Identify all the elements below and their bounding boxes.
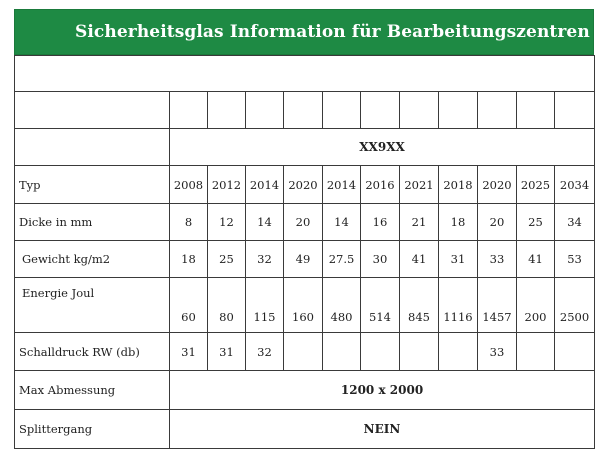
value-cell: 845 (400, 278, 439, 333)
splinter-value: NEIN (170, 410, 595, 449)
row-label: Energie Joul (15, 278, 170, 333)
value-cell (439, 333, 478, 371)
value-cell: 18 (439, 204, 478, 241)
model-row (15, 129, 595, 166)
row-typ (15, 166, 595, 204)
value-cell: 34 (555, 204, 595, 241)
row-label: Typ (15, 166, 170, 204)
value-cell: 16 (361, 204, 400, 241)
value-cell: 32 (246, 241, 284, 278)
value-cell: 31 (439, 241, 478, 278)
empty-cell (15, 129, 170, 166)
row-label: Splittergang (15, 410, 170, 449)
empty-cell (246, 92, 284, 129)
value-cell (361, 333, 400, 371)
value-cell: 14 (246, 204, 284, 241)
value-cell: 30 (361, 241, 400, 278)
value-cell (555, 333, 595, 371)
value-cell: 1457 (478, 278, 517, 333)
value-cell: 20 (478, 204, 517, 241)
value-cell: 514 (361, 278, 400, 333)
value-cell: 33 (478, 241, 517, 278)
value-cell: 2008 (170, 166, 208, 204)
value-cell: 21 (400, 204, 439, 241)
row-energie (15, 278, 595, 333)
page-title: Sicherheitsglas Information für Bearbeitungszentren (14, 9, 594, 55)
value-cell: 31 (208, 333, 246, 371)
empty-cell (15, 92, 170, 129)
value-cell: 2018 (439, 166, 478, 204)
value-cell: 2034 (555, 166, 595, 204)
empty-grid-row (15, 92, 595, 129)
value-cell: 115 (246, 278, 284, 333)
empty-row (15, 56, 595, 92)
value-cell: 20 (284, 204, 323, 241)
value-cell: 31 (170, 333, 208, 371)
value-cell: 33 (478, 333, 517, 371)
value-cell: 25 (208, 241, 246, 278)
value-cell: 27.5 (323, 241, 361, 278)
value-cell: 49 (284, 241, 323, 278)
value-cell: 14 (323, 204, 361, 241)
empty-cell (517, 92, 555, 129)
value-cell: 1116 (439, 278, 478, 333)
value-cell (400, 333, 439, 371)
empty-cell (361, 92, 400, 129)
value-cell: 8 (170, 204, 208, 241)
value-cell: 12 (208, 204, 246, 241)
value-cell: 80 (208, 278, 246, 333)
empty-cell (15, 56, 595, 92)
row-splinter (15, 410, 595, 449)
empty-cell (439, 92, 478, 129)
row-label: Schalldruck RW (db) (15, 333, 170, 371)
empty-cell (208, 92, 246, 129)
empty-cell (170, 92, 208, 129)
value-cell: 60 (170, 278, 208, 333)
row-label: Max Abmessung (15, 371, 170, 410)
row-label: Gewicht kg/m2 (15, 241, 170, 278)
empty-cell (478, 92, 517, 129)
value-cell: 53 (555, 241, 595, 278)
value-cell: 2012 (208, 166, 246, 204)
value-cell: 2021 (400, 166, 439, 204)
value-cell: 2014 (246, 166, 284, 204)
empty-cell (555, 92, 595, 129)
value-cell: 2020 (284, 166, 323, 204)
spec-table (14, 55, 595, 449)
value-cell: 32 (246, 333, 284, 371)
value-cell: 25 (517, 204, 555, 241)
value-cell: 2020 (478, 166, 517, 204)
value-cell: 41 (517, 241, 555, 278)
empty-cell (400, 92, 439, 129)
value-cell: 200 (517, 278, 555, 333)
max-dimension-value: 1200 x 2000 (170, 371, 595, 410)
value-cell: 160 (284, 278, 323, 333)
value-cell: 2500 (555, 278, 595, 333)
value-cell: 2014 (323, 166, 361, 204)
empty-cell (284, 92, 323, 129)
model-name: XX9XX (170, 129, 595, 166)
spec-sheet (14, 9, 594, 449)
row-gewicht (15, 241, 595, 278)
empty-cell (323, 92, 361, 129)
row-label: Dicke in mm (15, 204, 170, 241)
value-cell (284, 333, 323, 371)
row-dicke (15, 204, 595, 241)
value-cell: 41 (400, 241, 439, 278)
value-cell: 2016 (361, 166, 400, 204)
value-cell: 2025 (517, 166, 555, 204)
value-cell (517, 333, 555, 371)
value-cell: 480 (323, 278, 361, 333)
value-cell (323, 333, 361, 371)
row-schall (15, 333, 595, 371)
row-max-dimension (15, 371, 595, 410)
value-cell: 18 (170, 241, 208, 278)
